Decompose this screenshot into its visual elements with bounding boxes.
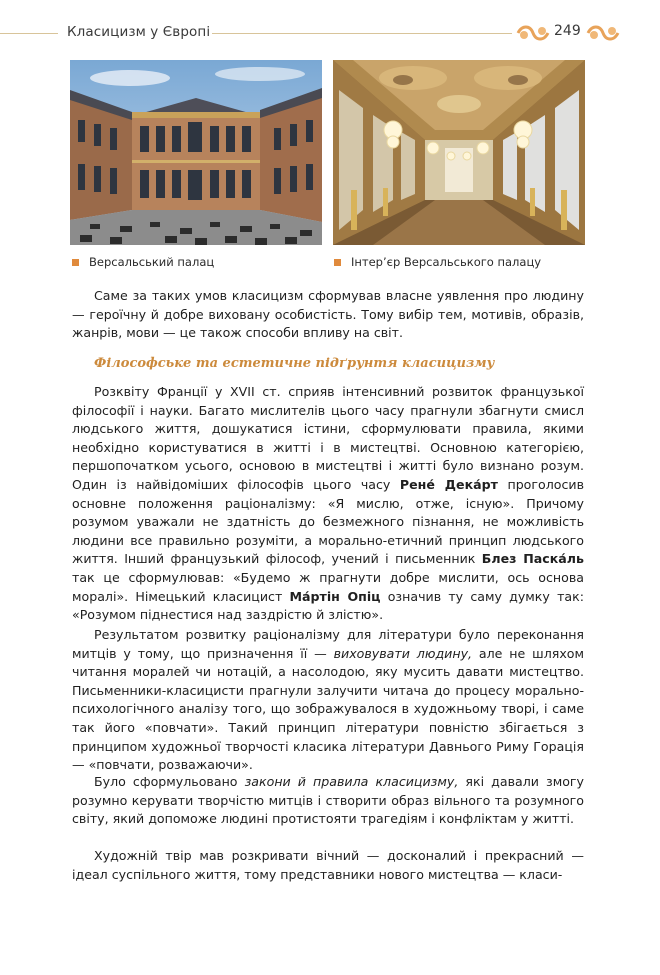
caption-bullet-icon (334, 259, 341, 266)
versailles-exterior-photo (70, 60, 322, 245)
paragraph-text: так це сформулював: «Будемо ж прагнути добре мислити, ось основа моралі». Німецький класицист (72, 569, 584, 604)
paragraph: Художній твір мав розкривати вічний — досконалий і прекрасний — ідеал суспільного життя, тому представники нового мистецтва — класи- (72, 848, 584, 882)
ornament-left-icon (516, 22, 550, 44)
paragraph-text: означив ту саму думку так: «Розумом піднестися над заздрістю й злістю». (72, 588, 584, 623)
page-number: 249 (554, 23, 581, 39)
emphasis-text: виховувати людину, (333, 645, 473, 661)
versailles-interior-photo (333, 60, 585, 245)
running-header (0, 18, 660, 48)
paragraph-text: Розквіту Франції у XVII ст. сприяв інтенсивний розвиток французької філософії і науки. Багато мислителів цього часу прагнули збагнути смисл людського життя, дошукатися істини, сформулювати правила, якими необхідно користуватися в житті і в мистецтві. Основною категорією, першопочатком усього, основою в мистецтві і житті було визнано розум. Один із найвідоміших філософів цього часу (72, 384, 584, 492)
header-rule-middle (212, 33, 512, 34)
ornament-right-icon (586, 22, 620, 44)
paragraph-text: проголосив основне положення раціоналізму: «Я мислю, отже, існую». Причому розумом уважали не здатність до безмежного пізнання, не можливість людини все правильно розуміти, а морально-етичний принцип людського життя. Інший французький філософ, учений і письменник (72, 476, 584, 567)
paragraph-text: Результатом розвитку раціоналізму для літератури було переконання митців у тому, що призначення її — (72, 627, 584, 661)
intro-paragraph: Саме за таких умов класицизм сформував власне уявлення про людину — героїчну й добре виховану особистість. Тому вибір тем, мотивів, образів, жанрів, мови — це також способи впливу на світ. (72, 288, 584, 341)
philosopher-name: Блез Паска́ль (481, 551, 584, 567)
header-title: Класицизм у Європі (67, 24, 211, 40)
figure-caption (72, 255, 214, 269)
caption-text: Інтер’єр Версальського палацу (351, 255, 542, 269)
emphasis-text: закони й правила класицизму, (244, 774, 459, 789)
caption-text: Версальський палац (89, 255, 215, 269)
header-rule-left (0, 33, 58, 34)
caption-bullet-icon (72, 259, 79, 266)
figure-caption (334, 255, 541, 269)
paragraph (72, 626, 584, 775)
section-title: Філософське та естетичне підґрунтя класицизму (94, 356, 495, 371)
philosopher-name: Ма́ртін Опіц (289, 588, 381, 604)
philosopher-name: Рене́ Дека́рт (399, 476, 498, 492)
paragraph (72, 773, 584, 829)
paragraph (72, 383, 584, 625)
paragraph-text: але не шляхом читання моралей чи нотацій, а насолодою, яку мусить давати мистецтво. Письменники-класицисти прагнули залучити читача до процесу морально-психологічного аналізу того, що зображувалося в художньому творі, і саме так його «повчати». Такий принцип літератури повністю збігається з принципом художньої творчості класика літератури Давнього Риму Горація — «повчати, розважаючи». (72, 645, 584, 773)
paragraph-text: Було сформульовано (94, 774, 245, 789)
paragraph-text: які давали змогу розумно керувати творчістю митців і створити образ вільного та розумного світу, який допоможе людині протистояти трагедіям і конфліктам у житті. (72, 774, 584, 827)
